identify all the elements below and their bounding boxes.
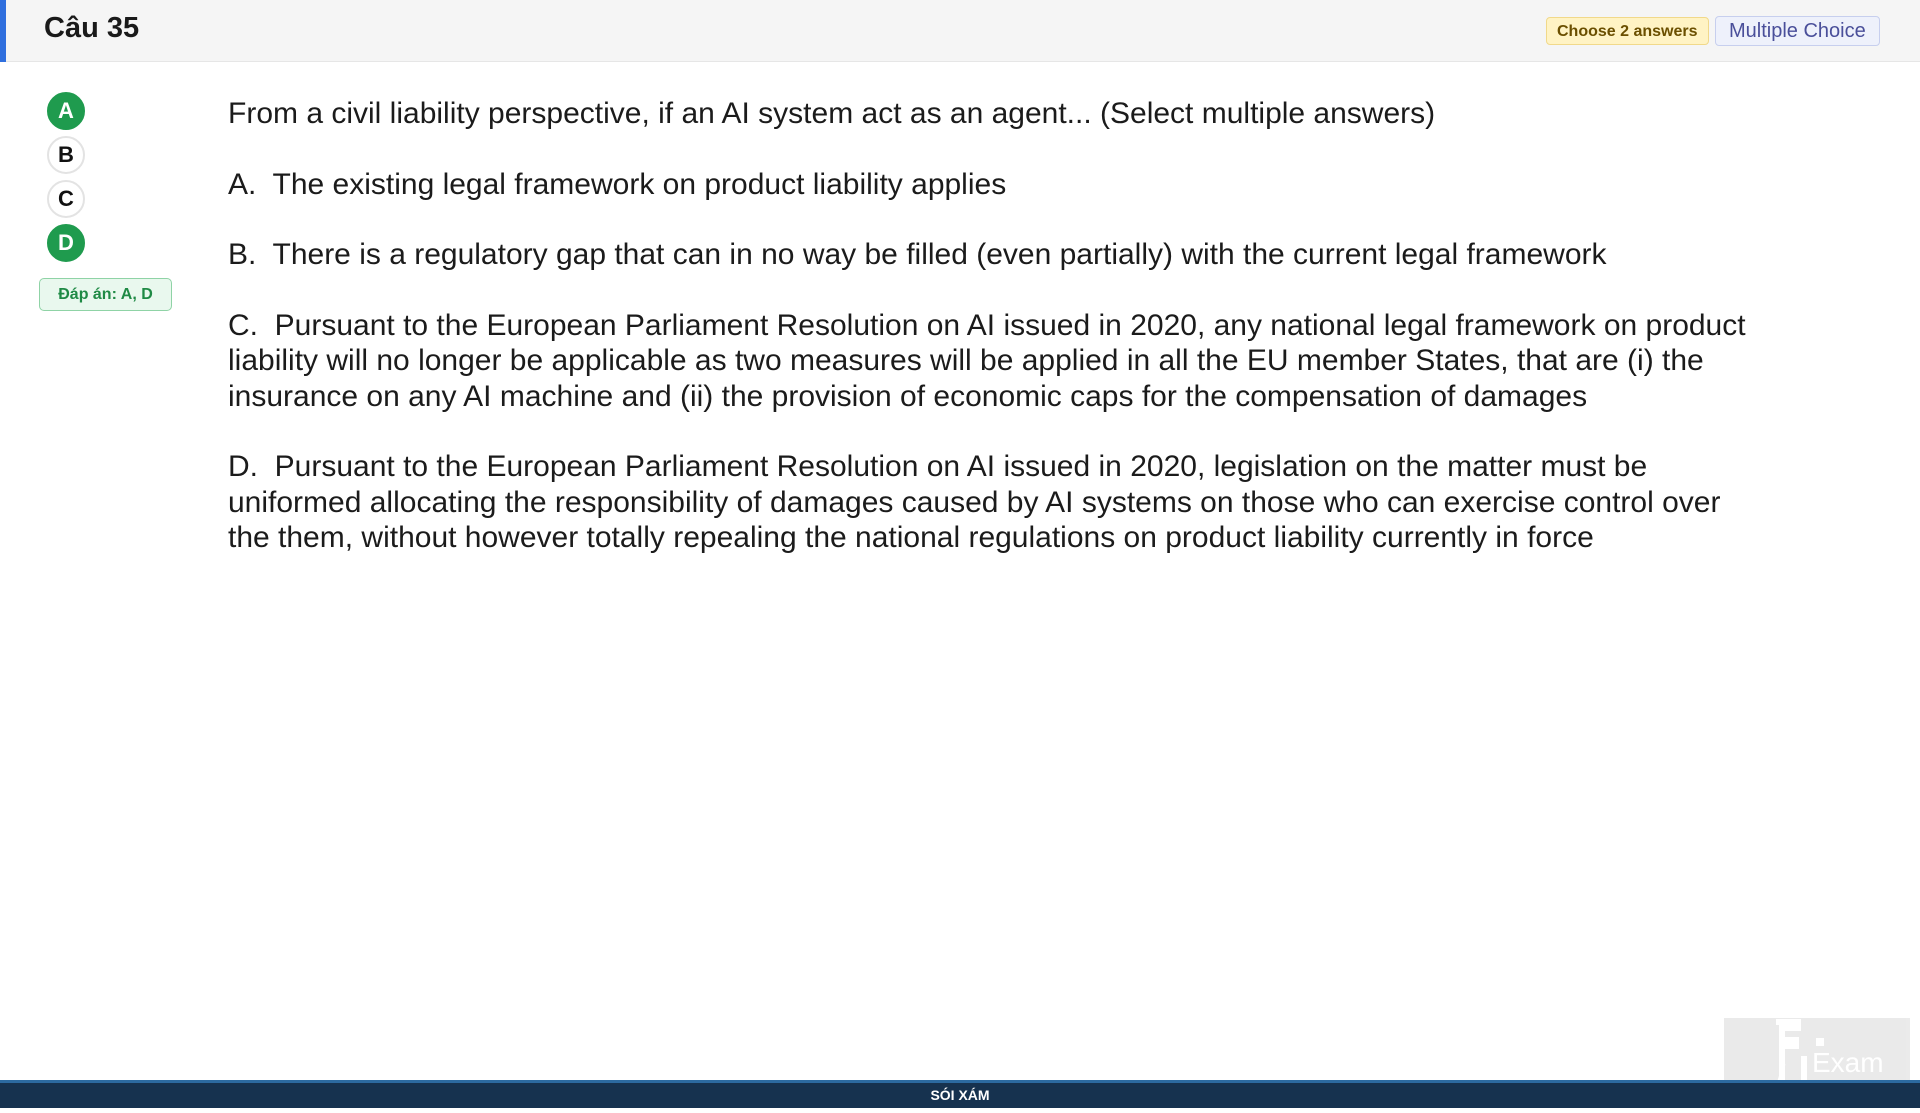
choose-count-badge: Choose 2 answers (1546, 17, 1709, 45)
option-a-letter: A. (228, 167, 257, 201)
option-b-body: There is a regulatory gap that can in no way be filled (even partially) with the current legal framework (272, 238, 1607, 271)
question-content (228, 96, 1768, 591)
option-c-button[interactable]: C (47, 180, 85, 218)
header-bar (0, 0, 1920, 62)
option-c-letter: C. (228, 308, 258, 342)
exam-logo-text: Exam (1812, 1047, 1884, 1078)
answer-badge: Đáp án: A, D (39, 278, 172, 311)
header-accent (0, 0, 6, 62)
option-c-body: Pursuant to the European Parliament Resolution on AI issued in 2020, any national legal framework on product liability will no longer be applicable as two measures will be applied in all the EU member States, that are (i) the insurance on any AI machine and (ii) the provision of economic caps for the compensation of damages (228, 308, 1746, 413)
option-d-button[interactable]: D (47, 224, 85, 262)
footer-label: SÓI XÁM (930, 1087, 990, 1103)
question-title: Câu 35 (44, 12, 140, 44)
question-prompt: From a civil liability perspective, if an AI system act as an agent... (Select multiple answers) (228, 97, 1436, 130)
question-type-badge: Multiple Choice (1715, 16, 1880, 46)
option-a-button[interactable]: A (47, 92, 85, 130)
option-b-letter: B. (228, 238, 257, 271)
option-a-text (228, 167, 1768, 203)
option-d-text (228, 449, 1768, 556)
option-c-text (228, 308, 1768, 415)
option-a-body: The existing legal framework on product liability applies (272, 167, 1007, 201)
option-d-body: Pursuant to the European Parliament Resolution on AI issued in 2020, legislation on the matter must be uniformed allocating the responsibility of damages caused by AI systems on those who can exercise control over the them, without however totally repealing the national regulations on product liability currently in force (228, 450, 1721, 554)
option-b-button[interactable]: B (47, 136, 85, 174)
footer-bar (0, 1080, 1920, 1108)
option-b-text (228, 237, 1768, 273)
option-d-letter: D. (228, 450, 258, 483)
